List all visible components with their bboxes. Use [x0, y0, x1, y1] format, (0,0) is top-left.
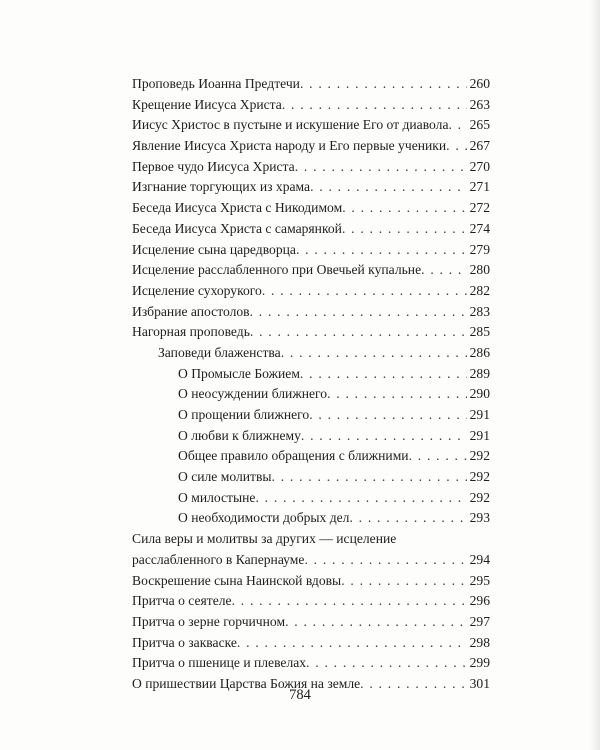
toc-entry-page: 290: [469, 386, 490, 402]
toc-entry-title: О милостыне: [178, 489, 256, 505]
toc-entry-page: 265: [469, 117, 490, 133]
toc-entry-title: О необходимости добрых дел: [178, 510, 350, 526]
toc-entry[interactable]: [132, 612, 490, 633]
dot-leader: [255, 488, 466, 509]
toc-entry-title: Иисус Христос в пустыне и искушение Его от диавола: [132, 117, 449, 133]
dot-leader: [310, 177, 467, 198]
toc-entry-title: О Промысле Божием: [178, 365, 300, 381]
toc-entry-title: О неосуждении ближнего: [178, 386, 328, 402]
toc-entry[interactable]: [132, 591, 490, 612]
toc-entry[interactable]: [132, 177, 490, 198]
dot-leader: [282, 95, 467, 116]
toc-entry-title: Притча о пшенице и плевелах: [132, 655, 307, 671]
toc-entry-title-line2: расслабленного в Капернауме: [132, 551, 305, 567]
toc-entry[interactable]: [132, 302, 490, 323]
toc-entry-title: Притча о зерне горчичном: [132, 613, 286, 629]
dot-leader: [342, 219, 467, 240]
dot-leader: [295, 157, 467, 178]
toc-entry-title: Воскрешение сына Наинской вдовы: [132, 572, 342, 588]
toc-entry-page: 296: [469, 593, 490, 609]
dot-leader: [250, 322, 467, 343]
toc-entry-title: Притча о сеятеле: [132, 593, 232, 609]
toc-entry-page: 297: [469, 613, 490, 629]
toc-subsubentry[interactable]: [132, 405, 490, 426]
toc-entry-page: 295: [469, 572, 490, 588]
toc-entry-page: 267: [469, 138, 490, 154]
toc-entry-title: Изгнание торгующих из храма: [132, 179, 311, 195]
toc-entry-title: Проповедь Иоанна Предтечи: [132, 76, 300, 91]
toc-entry-title: Исцеление сухорукого: [132, 282, 262, 298]
dot-leader: [232, 591, 467, 612]
toc-entry-page: 279: [469, 241, 490, 257]
toc-entry-title: Явление Иисуса Христа народу и Его первые ученики: [132, 138, 447, 154]
toc-entry[interactable]: [132, 240, 490, 261]
toc-subentry[interactable]: [132, 343, 490, 364]
toc-entry-page: 301: [469, 675, 490, 691]
toc-entry-two-line[interactable]: [132, 529, 490, 570]
toc-entry[interactable]: [132, 157, 490, 178]
dot-leader: [304, 550, 466, 571]
dot-leader: [250, 302, 467, 323]
toc-entry-page: 289: [469, 365, 490, 381]
toc-entry-title: Беседа Иисуса Христа с самарянкой: [132, 220, 342, 236]
toc-entry-page: 294: [469, 551, 490, 567]
toc-entry-title: Притча о закваске: [132, 634, 237, 650]
toc-subsubentry[interactable]: [132, 488, 490, 509]
toc-entry-page: 283: [469, 303, 490, 319]
dot-leader: [272, 467, 467, 488]
page-edge-shadow: [590, 0, 600, 750]
table-of-contents: [132, 74, 490, 695]
toc-subsubentry[interactable]: [132, 364, 490, 385]
toc-entry-title: Заповеди блаженства: [158, 344, 281, 360]
toc-entry-page: 291: [469, 427, 490, 443]
toc-entry[interactable]: [132, 571, 490, 592]
toc-entry-page: 293: [469, 510, 490, 526]
toc-entry-page: 280: [469, 262, 490, 278]
dot-leader: [341, 571, 466, 592]
toc-entry[interactable]: [132, 322, 490, 343]
toc-entry-title: Исцеление сына царедворца: [132, 241, 296, 257]
toc-entry-page: 292: [469, 448, 490, 464]
toc-entry-page: 271: [469, 179, 490, 195]
toc-entry-title: Первое чудо Иисуса Христа: [132, 158, 295, 174]
dot-leader: [281, 343, 467, 364]
toc-entry-page: 270: [469, 158, 490, 174]
toc-entry-page: 263: [469, 96, 490, 112]
toc-entry-title: О прощении ближнего: [178, 407, 310, 422]
toc-entry-title: Беседа Иисуса Христа с Никодимом: [132, 200, 343, 216]
toc-entry-title: Крещение Иисуса Христа: [132, 96, 282, 112]
dot-leader: [296, 240, 467, 261]
toc-entry[interactable]: [132, 198, 490, 219]
toc-entry[interactable]: [132, 74, 490, 95]
toc-entry-page: 292: [469, 469, 490, 485]
page-number: 784: [289, 687, 311, 703]
dot-leader: [327, 384, 467, 405]
toc-entry-title: Исцеление расслабленного при Овечьей купальне: [132, 262, 422, 278]
toc-subsubentry[interactable]: [132, 426, 490, 447]
toc-entry-page: 299: [469, 655, 490, 671]
dot-leader: [237, 633, 467, 654]
dot-leader: [349, 508, 466, 529]
toc-entry[interactable]: [132, 95, 490, 116]
dot-leader: [301, 426, 467, 447]
dot-leader: [285, 612, 467, 633]
toc-subsubentry[interactable]: [132, 467, 490, 488]
toc-entry[interactable]: [132, 136, 490, 157]
toc-entry[interactable]: [132, 281, 490, 302]
toc-subsubentry[interactable]: [132, 446, 490, 467]
toc-entry-page: 291: [469, 407, 490, 422]
dot-leader: [262, 281, 467, 302]
toc-entry-title: Нагорная проповедь: [132, 324, 250, 340]
dot-leader: [409, 446, 467, 467]
toc-entry[interactable]: [132, 219, 490, 240]
toc-entry-title: Избрание апостолов: [132, 303, 250, 319]
toc-subsubentry[interactable]: [132, 384, 490, 405]
toc-subsubentry[interactable]: [132, 508, 490, 529]
toc-entry-page: 298: [469, 634, 490, 650]
toc-entry-title: О пришествии Царства Божия на земле: [132, 675, 361, 691]
toc-entry-page: 274: [469, 220, 490, 236]
toc-entry-title: О силе молитвы: [178, 469, 272, 485]
toc-entry-title-line1: Сила веры и молитвы за других — исцеление: [132, 531, 397, 547]
toc-entry-page: 292: [469, 489, 490, 505]
toc-entry-page: 260: [469, 76, 490, 91]
toc-entry-page: 272: [469, 200, 490, 216]
dot-leader: [448, 115, 466, 136]
dot-leader: [446, 136, 466, 157]
toc-entry-second-line: [132, 550, 490, 571]
dot-leader: [421, 260, 466, 281]
dot-leader: [309, 405, 466, 426]
toc-entry-title: О любви к ближнему: [178, 427, 301, 443]
dot-leader: [306, 653, 467, 674]
toc-entry-page: 282: [469, 282, 490, 298]
dot-leader: [342, 198, 466, 219]
toc-entry-page: 285: [469, 324, 490, 340]
toc-entry-page: 286: [469, 344, 490, 360]
toc-entry[interactable]: [132, 653, 490, 674]
toc-entry[interactable]: [132, 260, 490, 281]
toc-entry[interactable]: [132, 115, 490, 136]
toc-entry[interactable]: [132, 633, 490, 654]
dot-leader: [300, 364, 467, 385]
dot-leader: [300, 74, 467, 95]
toc-entry-title: Общее правило обращения с ближними: [178, 448, 409, 464]
